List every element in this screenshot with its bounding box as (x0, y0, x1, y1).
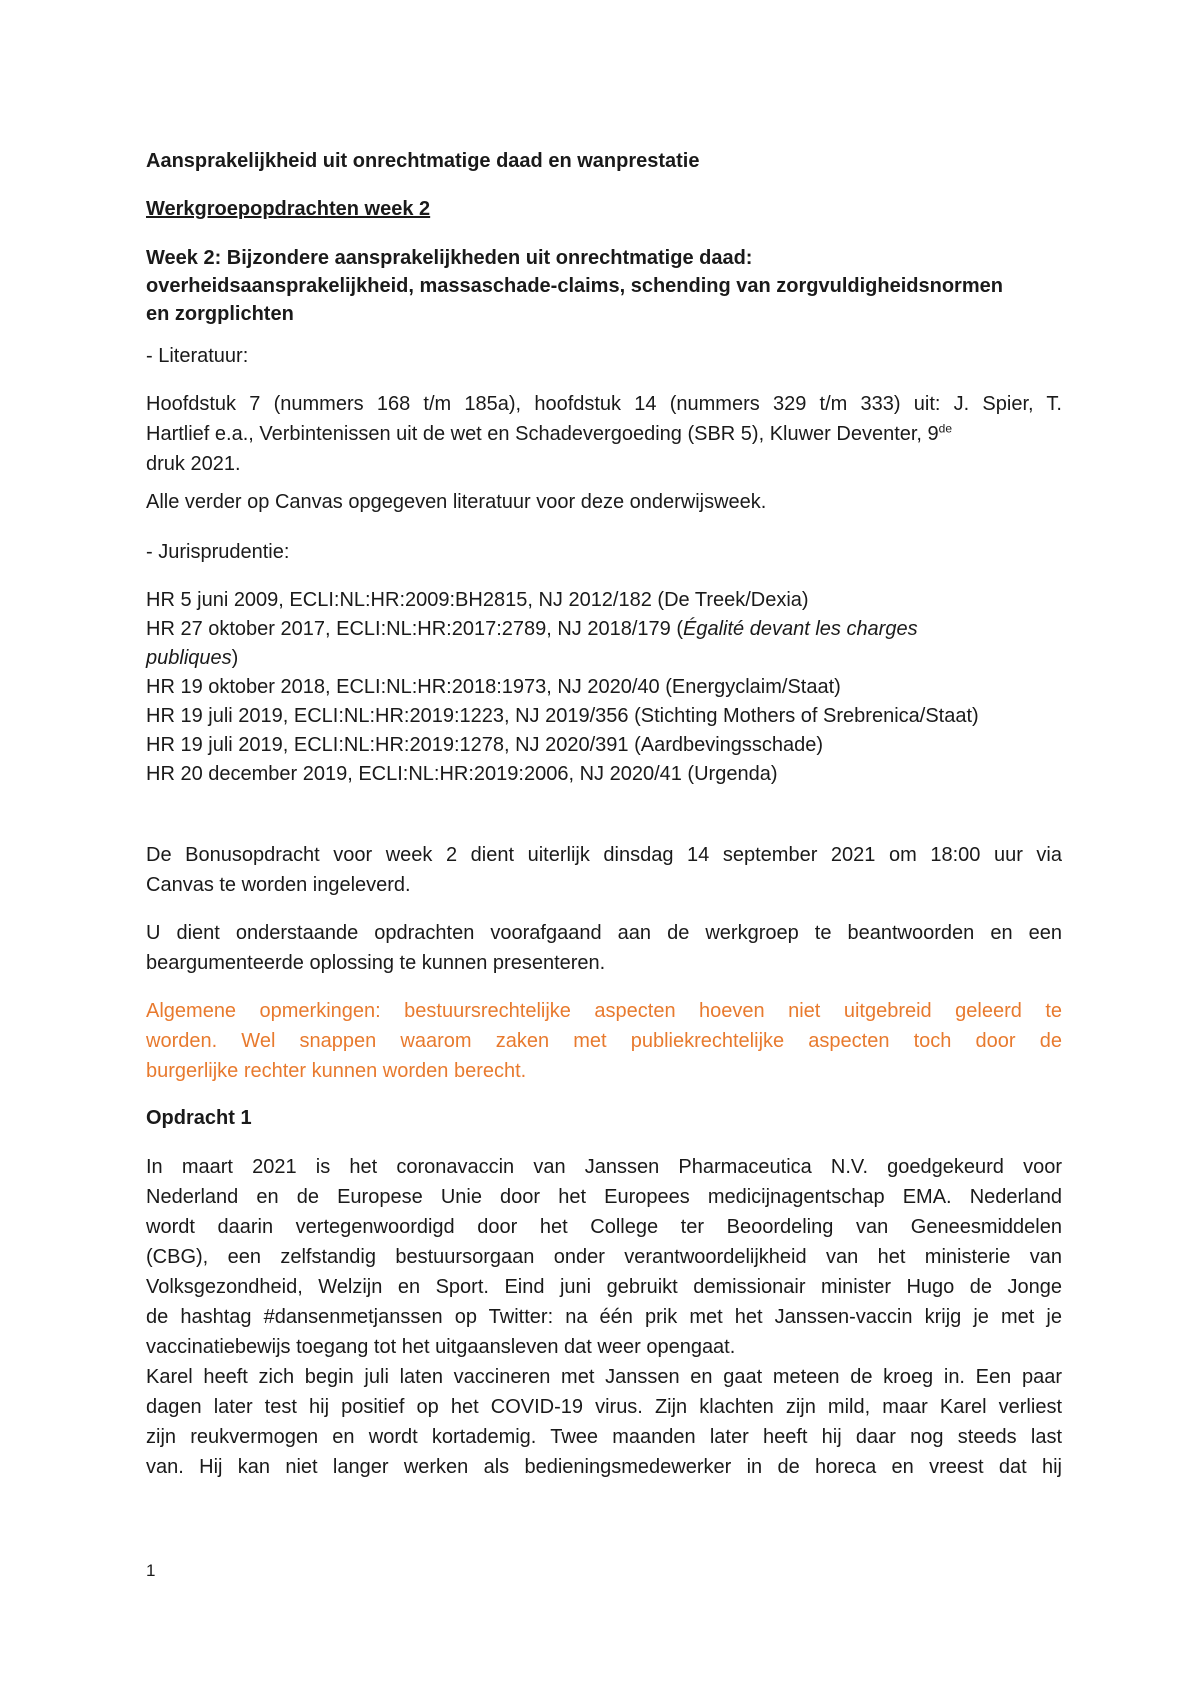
assignment-text (146, 1152, 1062, 1482)
assignment-line: Nederland en de Europese Unie door het Europees medicijnagentschap EMA. Nederland (146, 1186, 1062, 1208)
assignment-line: zijn reukvermogen en wordt kortademig. Twee maanden later heeft hij daar nog steeds last (146, 1426, 1062, 1448)
case-item: HR 5 juni 2009, ECLI:NL:HR:2009:BH2815, NJ 2012/182 (De Treek/Dexia) (146, 589, 809, 611)
literature-extra: Alle verder op Canvas opgegeven literatuur voor deze onderwijsweek. (146, 491, 767, 513)
assignment-line: de hashtag #dansenmetjanssen op Twitter: na één prik met het Janssen-vaccin krijg je met je (146, 1306, 1062, 1328)
document-title: Aansprakelijkheid uit onrechtmatige daad en wanprestatie (146, 150, 700, 172)
preparation-line: U dient onderstaande opdrachten voorafgaand aan de werkgroep te beantwoorden en een (146, 922, 1062, 944)
assignment-line: vaccinatiebewijs toegang tot het uitgaansleven dat weer opengaat. (146, 1336, 736, 1358)
case-list (146, 586, 979, 789)
assignment-line: van. Hij kan niet langer werken als bedieningsmedewerker in de horeca en vreest dat hij (146, 1456, 1062, 1478)
preparation-paragraph (146, 918, 1062, 978)
literature-text-main: Hartlief e.a., Verbintenissen uit de wet en Schadevergoeding (SBR 5), Kluwer Deventer, 9 (146, 423, 939, 445)
case-item (146, 615, 979, 644)
case-item: HR 19 juli 2019, ECLI:NL:HR:2019:1278, NJ 2020/391 (Aardbevingsschade) (146, 734, 824, 756)
remark-line: worden. Wel snappen waarom zaken met publiekrechtelijke aspecten toch door de (146, 1030, 1062, 1052)
preparation-line: beargumenteerde oplossing te kunnen presenteren. (146, 952, 606, 974)
remark-line: burgerlijke rechter kunnen worden berecht. (146, 1060, 527, 1082)
assignment-line: Volksgezondheid, Welzijn en Sport. Eind juni gebruikt demissionair minister Hugo de Jonge (146, 1276, 1062, 1298)
case-italic: publiques (146, 647, 232, 669)
week-heading-line: en zorgplichten (146, 303, 294, 325)
bonus-line: Canvas te worden ingeleverd. (146, 874, 411, 896)
literature-text (146, 419, 952, 449)
page-number: 1 (146, 1561, 156, 1580)
assignment-line: dagen later test hij positief op het COVID-19 virus. Zijn klachten zijn mild, maar Karel verliest (146, 1396, 1062, 1418)
assignment-title: Opdracht 1 (146, 1107, 252, 1129)
bonus-line: De Bonusopdracht voor week 2 dient uiterlijk dinsdag 14 september 2021 om 18:00 uur via (146, 844, 1062, 866)
assignment-line: In maart 2021 is het coronavaccin van Janssen Pharmaceutica N.V. goedgekeurd voor (146, 1156, 1062, 1178)
bonus-paragraph (146, 840, 1062, 900)
week-heading-line: overheidsaansprakelijkheid, massaschade-claims, schending van zorgvuldigheidsnormen (146, 275, 1003, 297)
literature-label: - Literatuur: (146, 345, 249, 367)
document-subtitle: Werkgroepopdrachten week 2 (146, 198, 431, 220)
case-text: ) (231, 647, 239, 669)
case-italic: Égalité devant les charges (683, 618, 918, 640)
case-item (146, 644, 979, 673)
remark-line: Algemene opmerkingen: bestuursrechtelijke aspecten hoeven niet uitgebreid geleerd te (146, 1000, 1062, 1022)
case-item: HR 20 december 2019, ECLI:NL:HR:2019:2006, NJ 2020/41 (Urgenda) (146, 763, 778, 785)
case-law-label: - Jurisprudentie: (146, 541, 290, 563)
assignment-line: wordt daarin vertegenwoordigd door het College ter Beoordeling van Geneesmiddelen (146, 1216, 1062, 1238)
literature-paragraph (146, 389, 1062, 479)
assignment-line: Karel heeft zich begin juli laten vaccineren met Janssen en gaat meteen de kroeg in. Een paar (146, 1366, 1062, 1388)
case-item: HR 19 juli 2019, ECLI:NL:HR:2019:1223, NJ 2019/356 (Stichting Mothers of Srebrenica/Staat) (146, 705, 979, 727)
literature-line: druk 2021. (146, 453, 241, 475)
literature-line (146, 419, 1062, 449)
week-heading-line: Week 2: Bijzondere aansprakelijkheden uit onrechtmatige daad: (146, 247, 753, 269)
case-text: HR 27 oktober 2017, ECLI:NL:HR:2017:2789, NJ 2018/179 ( (146, 618, 683, 640)
general-remarks (146, 996, 1062, 1086)
literature-line: Hoofdstuk 7 (nummers 168 t/m 185a), hoofdstuk 14 (nummers 329 t/m 333) uit: J. Spier, T. (146, 393, 1062, 415)
week-heading (146, 244, 1003, 328)
case-item: HR 19 oktober 2018, ECLI:NL:HR:2018:1973, NJ 2020/40 (Energyclaim/Staat) (146, 676, 841, 698)
assignment-line: (CBG), een zelfstandig bestuursorgaan onder verantwoordelijkheid van het ministerie van (146, 1246, 1062, 1268)
edition-superscript: de (938, 421, 953, 436)
